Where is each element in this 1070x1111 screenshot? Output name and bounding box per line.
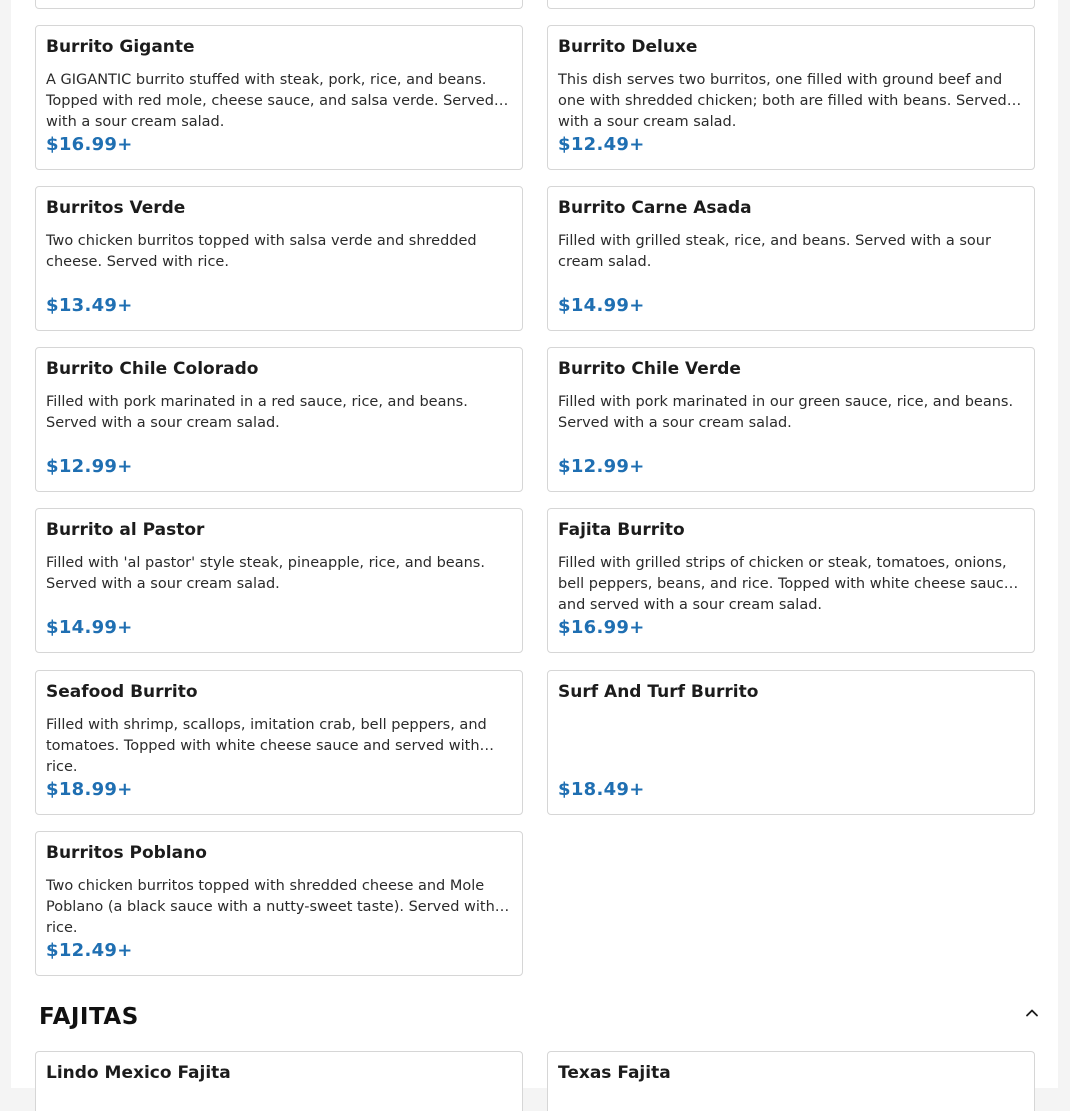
item-price: $14.99+ — [558, 295, 645, 316]
menu-item-card[interactable] — [35, 670, 523, 815]
item-price: $12.49+ — [558, 134, 645, 155]
menu-item-card[interactable] — [35, 831, 523, 976]
item-price: $16.99+ — [46, 134, 133, 155]
menu-item-card[interactable] — [547, 347, 1035, 492]
item-description: Filled with pork marinated in our green sauce, rice, and beans. Served with a sour cream salad. — [558, 394, 1014, 431]
item-description: Filled with grilled steak, rice, and beans. Served with a sour cream salad. — [558, 233, 991, 270]
item-name: Burrito Deluxe — [558, 37, 698, 57]
item-description: Filled with 'al pastor' style steak, pineapple, rice, and beans. Served with a sour cream salad. — [46, 555, 485, 592]
section-title: FAJITAS — [39, 1004, 139, 1030]
item-price: $12.99+ — [46, 456, 133, 477]
menu-item-card[interactable] — [35, 186, 523, 331]
item-name: Surf And Turf Burrito — [558, 682, 759, 702]
item-name: Texas Fajita — [558, 1063, 671, 1083]
item-price: $18.99+ — [46, 779, 133, 800]
item-name: Burrito Chile Colorado — [46, 359, 259, 379]
section-header-fajitas[interactable] — [39, 1000, 1039, 1034]
item-description: Two chicken burritos topped with salsa verde and shredded cheese. Served with rice. — [46, 233, 477, 270]
menu-item-card[interactable] — [547, 1051, 1035, 1111]
item-name: Fajita Burrito — [558, 520, 685, 540]
item-name: Burrito Gigante — [46, 37, 195, 57]
item-description: Filled with pork marinated in a red sauce, rice, and beans. Served with a sour cream salad. — [46, 394, 468, 431]
item-description: Filled with shrimp, scallops, imitation crab, bell peppers, and tomatoes. Topped with white cheese sauce and served with rice. — [46, 717, 487, 775]
item-name: Burrito Carne Asada — [558, 198, 752, 218]
item-price: $12.49+ — [46, 940, 133, 961]
item-name: Burrito Chile Verde — [558, 359, 741, 379]
menu-item-card-partial[interactable] — [547, 0, 1035, 9]
item-price: $16.99+ — [558, 617, 645, 638]
item-price: $13.49+ — [46, 295, 133, 316]
item-description: A GIGANTIC burrito stuffed with steak, pork, rice, and beans. Topped with red mole, cheese sauce, and salsa verde. Served with a sour cream salad. — [46, 72, 494, 130]
item-name: Seafood Burrito — [46, 682, 198, 702]
menu-item-card[interactable] — [547, 25, 1035, 170]
item-price: $12.99+ — [558, 456, 645, 477]
menu-item-card[interactable] — [35, 347, 523, 492]
item-description: This dish serves two burritos, one filled with ground beef and one with shredded chicken; both are filled with beans. Served with a sour cream salad. — [558, 72, 1007, 130]
menu-item-card[interactable] — [547, 670, 1035, 815]
item-description: Filled with grilled strips of chicken or steak, tomatoes, onions, bell peppers, beans, and rice. Topped with white cheese sauce and served with a sour cream salad. — [558, 555, 1013, 613]
item-name: Lindo Mexico Fajita — [46, 1063, 231, 1083]
chevron-up-icon[interactable] — [1021, 1002, 1043, 1024]
menu-item-card-partial[interactable] — [35, 0, 523, 9]
item-price: $14.99+ — [46, 617, 133, 638]
menu-item-card[interactable] — [35, 508, 523, 653]
menu-item-card[interactable] — [35, 25, 523, 170]
item-name: Burrito al Pastor — [46, 520, 205, 540]
item-name: Burritos Poblano — [46, 843, 207, 863]
item-description: Two chicken burritos topped with shredded cheese and Mole Poblano (a black sauce with a nutty-sweet taste). Served with rice. — [46, 878, 495, 936]
item-price: $18.49+ — [558, 779, 645, 800]
menu-page — [11, 0, 1058, 1088]
menu-item-card[interactable] — [547, 186, 1035, 331]
item-name: Burritos Verde — [46, 198, 186, 218]
menu-item-card[interactable] — [35, 1051, 523, 1111]
menu-item-card[interactable] — [547, 508, 1035, 653]
